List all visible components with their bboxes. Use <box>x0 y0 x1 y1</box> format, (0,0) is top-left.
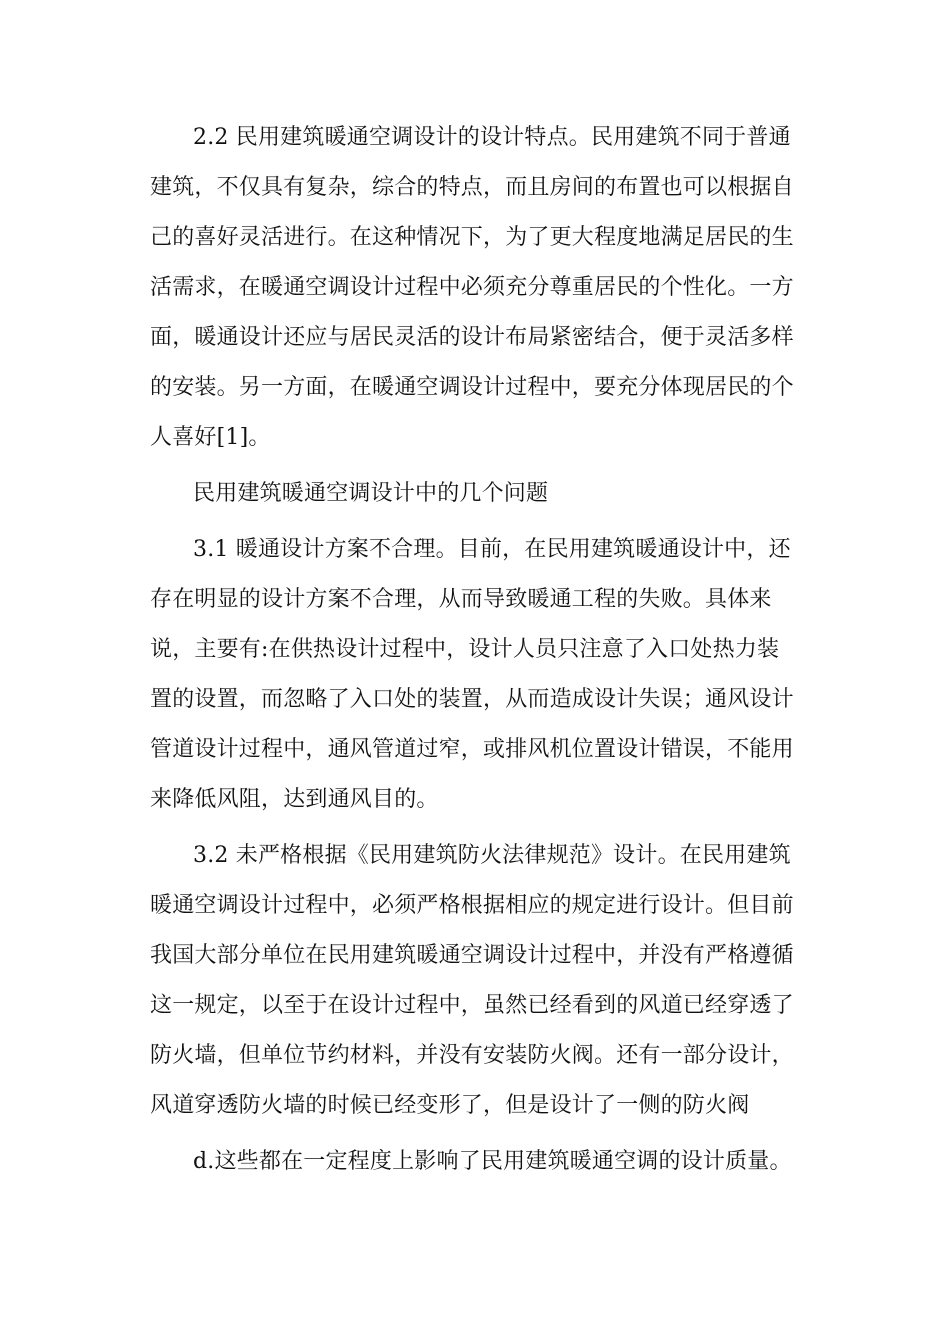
paragraph-2-2-line-7: 人喜好[1]。 <box>150 425 271 450</box>
paragraph-3-1-line-1: 3.1 暖通设计方案不合理。目前，在民用建筑暖通设计中，还 <box>193 537 791 562</box>
section-heading: 民用建筑暖通空调设计中的几个问题 <box>193 481 549 506</box>
paragraph-2-2-line-2: 建筑，不仅具有复杂，综合的特点，而且房间的布置也可以根据自 <box>150 175 794 200</box>
paragraph-d-line-1: d.这些都在一定程度上影响了民用建筑暖通空调的设计质量。 <box>193 1149 792 1174</box>
paragraph-2-2-line-6: 的安装。另一方面，在暖通空调设计过程中，要充分体现居民的个 <box>150 375 794 400</box>
paragraph-2-2-line-1: 2.2 民用建筑暖通空调设计的设计特点。民用建筑不同于普通 <box>193 125 791 150</box>
paragraph-3-1-line-2: 存在明显的设计方案不合理，从而导致暖通工程的失败。具体来 <box>150 587 772 612</box>
paragraph-3-2-line-4: 这一规定，以至于在设计过程中，虽然已经看到的风道已经穿透了 <box>150 993 794 1018</box>
paragraph-2-2-line-5: 面，暖通设计还应与居民灵活的设计布局紧密结合，便于灵活多样 <box>150 325 794 350</box>
paragraph-2-2-line-4: 活需求，在暖通空调设计过程中必须充分尊重居民的个性化。一方 <box>150 275 794 300</box>
paragraph-3-1-line-5: 管道设计过程中，通风管道过窄，或排风机位置设计错误，不能用 <box>150 737 794 762</box>
paragraph-3-2-line-3: 我国大部分单位在民用建筑暖通空调设计过程中，并没有严格遵循 <box>150 943 794 968</box>
paragraph-3-1-line-6: 来降低风阻，达到通风目的。 <box>150 787 439 812</box>
paragraph-3-2-line-5: 防火墙，但单位节约材料，并没有安装防火阀。还有一部分设计， <box>150 1043 794 1068</box>
paragraph-3-1-line-4: 置的设置，而忽略了入口处的装置，从而造成设计失误；通风设计 <box>150 687 794 712</box>
paragraph-3-1-line-3: 说，主要有:在供热设计过程中，设计人员只注意了入口处热力装 <box>150 637 780 662</box>
paragraph-3-2-line-6: 风道穿透防火墙的时候已经变形了，但是设计了一侧的防火阀 <box>150 1093 750 1118</box>
paragraph-2-2-line-3: 己的喜好灵活进行。在这种情况下，为了更大程度地满足居民的生 <box>150 225 794 250</box>
paragraph-3-2-line-2: 暖通空调设计过程中，必须严格根据相应的规定进行设计。但目前 <box>150 893 794 918</box>
paragraph-3-2-line-1: 3.2 未严格根据《民用建筑防火法律规范》设计。在民用建筑 <box>193 843 791 868</box>
